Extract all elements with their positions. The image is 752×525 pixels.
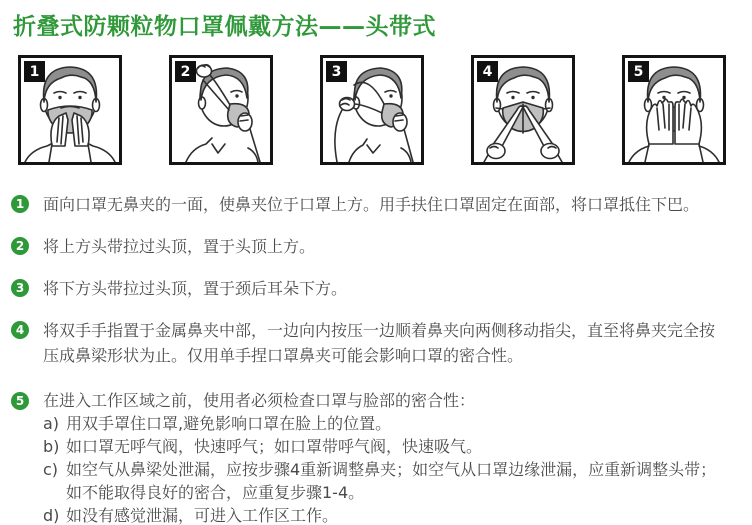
page-title: 折叠式防颗粒物口罩佩戴方法——头带式 — [13, 14, 436, 40]
step-text: 将双手手指置于金属鼻夹中部，一边向内按压一边顺着鼻夹向两侧移动指尖，直至将鼻夹完全按压成鼻梁形状为止。仅用单手捏口罩鼻夹可能会影响口罩的密合性。 — [43, 321, 716, 365]
sub-item-a — [43, 412, 716, 435]
step-panel-2 — [169, 55, 273, 165]
step-item-3 — [11, 276, 738, 301]
step-item-2 — [11, 234, 738, 259]
panel-number-badge: 4 — [477, 61, 498, 82]
step-panel-5 — [622, 55, 726, 165]
sub-item-text: 如口罩无呼气阀，快速呼气；如口罩带呼气阀，快速吸气。 — [66, 437, 483, 456]
sub-item-label: d) — [43, 506, 60, 525]
step-text: 将下方头带拉过头顶，置于颈后耳朵下方。 — [43, 279, 348, 298]
sub-item-label: c) — [43, 460, 59, 479]
sub-item-text-line2: 如不能取得良好的密合，应重复步骤1-4。 — [66, 483, 365, 502]
step-item-1 — [11, 192, 738, 217]
sub-item-b — [43, 435, 716, 458]
panel-number-badge: 2 — [175, 61, 196, 82]
sub-item-label: b) — [43, 437, 60, 456]
sub-item-text: 如没有感觉泄漏，可进入工作区工作。 — [66, 506, 339, 525]
step-item-5 — [11, 389, 738, 525]
sub-item-c — [43, 458, 716, 504]
step-number-badge: 5 — [11, 392, 29, 410]
step-number-badge: 2 — [11, 237, 29, 255]
sub-item-d — [43, 504, 716, 525]
step-number-badge: 1 — [11, 195, 29, 213]
step-number-badge: 3 — [11, 279, 29, 297]
panel-number-badge: 5 — [628, 61, 649, 82]
step-panel-4 — [471, 55, 575, 165]
step-5-sub-items — [43, 412, 716, 525]
sub-item-text: 用双手罩住口罩,避免影响口罩在脸上的位置。 — [66, 414, 392, 433]
sub-item-text-line1: 如空气从鼻梁处泄漏，应按步骤4重新调整鼻夹；如空气从口罩边缘泄漏，应重新调整头带； — [66, 460, 717, 479]
panel-number-badge: 3 — [326, 61, 347, 82]
instruction-steps — [11, 192, 738, 525]
step-5-intro: 在进入工作区域之前，使用者必须检查口罩与脸部的密合性： — [43, 391, 476, 410]
sub-item-text — [66, 458, 716, 504]
panel-number-badge: 1 — [24, 61, 45, 82]
step-text: 面向口罩无鼻夹的一面，使鼻夹位于口罩上方。用手扶住口罩固定在面部，将口罩抵住下巴。 — [43, 195, 700, 214]
step-panel-1 — [18, 55, 122, 165]
step-text: 将上方头带拉过头顶，置于头顶上方。 — [43, 237, 316, 256]
step-panel-3 — [320, 55, 424, 165]
instruction-panels — [18, 55, 726, 165]
step-item-4 — [11, 318, 738, 368]
step-number-badge: 4 — [11, 321, 29, 339]
sub-item-label: a) — [43, 414, 60, 433]
